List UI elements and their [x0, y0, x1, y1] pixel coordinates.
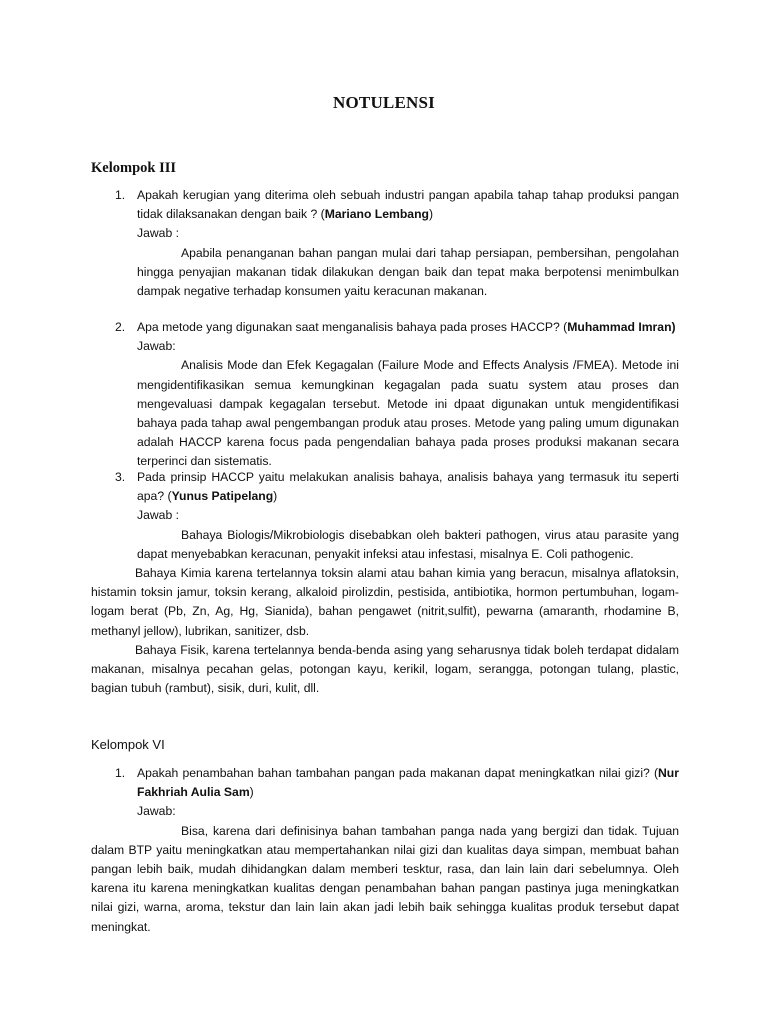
asker-name: Mariano Lembang [324, 207, 429, 222]
question-text [137, 186, 679, 224]
question-item [91, 318, 679, 472]
question-close: ) [249, 785, 254, 800]
asker-name: Nur Fakhriah Aulia Sam [137, 766, 679, 800]
question-sentence: Apakah penambahan bahan tambahan pangan pada makanan dapat meningkatkan nilai gizi? ( [137, 766, 658, 780]
question-close: ) [671, 320, 676, 334]
document-title: NOTULENSI [333, 93, 435, 112]
answer-paragraph: Bahaya Kimia karena tertelannya toksin alami atau bahan kimia yang beracun, misalnya aflatoksin, histamin toksin jamur, toksin kerang, alkaloid pirolizdin, pestisida, antibiotika, hormon pertumbuhan, logam-logam berat (Pb, Zn, Ag, Hg, Sianida), bahan pengawet (nitrit,sulfit), pewarna (amaranth, rhodamine B, methanyl jellow), lubrikan, sanitizer, dsb. [91, 566, 679, 638]
question-sentence: Apa metode yang digunakan saat menganalisis bahaya pada proses HACCP? ( [137, 320, 568, 334]
question-sentence: Apakah kerugian yang diterima oleh sebuah industri pangan apabila tahap tahap produksi pangan tidak dilaksanakan dengan baik ? ( [137, 188, 679, 222]
question-item [91, 764, 679, 937]
answer-label: Jawab : [137, 226, 180, 241]
group-heading-kelompok-iii: Kelompok III [91, 160, 177, 176]
question-text [137, 468, 679, 506]
question-body [137, 186, 679, 301]
question-close: ) [273, 489, 278, 504]
question-item [91, 468, 679, 698]
question-sentence: Pada prinsip HACCP yaitu melakukan analisis bahaya, analisis bahaya yang termasuk itu seperti apa? ( [137, 470, 679, 504]
answer-paragraph: Bahaya Biologis/Mikrobiologis disebabkan oleh bakteri pathogen, virus atau parasite yang dapat menyebabkan keracunan, penyakit infeksi atau infestasi, misalnya E. Coli pathogenic. [137, 527, 679, 561]
question-number: 2. [115, 320, 126, 334]
answer-label: Jawab : [137, 508, 180, 523]
answer-paragraph: Apabila penanganan bahan pangan mulai dari tahap persiapan, pembersihan, pengolahan hingga penyajian makanan tidak dilakukan dengan baik dan tepat maka berpotensi menimbulkan dampak negative terhadap konsumen yaitu keracunan makanan. [137, 245, 679, 299]
question-body [91, 764, 679, 937]
group-heading-kelompok-vi: Kelompok VI [91, 737, 165, 752]
answer-paragraph: Bisa, karena dari definisinya bahan tambahan panga nada yang bergizi dan tidak. Tujuan dalam BTP yaitu meningkatkan atau mempertahankan nilai gizi dan kualitas daya simpan, membuat bahan pangan lebih baik, mudah dihidangkan dalam memberi tesktur, rasa, dan lain lain dari sebelumnya. Oleh karena itu karena meningkatkan kualitas dengan penambahan bahan pangan pastinya juga meningkatkan nilai gizi, warna, aroma, tekstur dan lain lain akan jadi lebih baik sehingga kualitas produk tersebut dapat meningkat. [91, 823, 679, 934]
asker-name: Muhammad Imran [567, 320, 672, 334]
question-body [91, 468, 679, 698]
answer-label: Jawab: [137, 804, 176, 819]
question-number: 1. [115, 188, 126, 202]
question-close: ) [428, 207, 434, 222]
asker-name: Yunus Patipelang [171, 489, 274, 504]
question-body [137, 318, 679, 472]
answer-label: Jawab: [137, 339, 176, 354]
question-text [137, 764, 679, 802]
question-number: 3. [115, 470, 126, 484]
question-number: 1. [115, 766, 126, 780]
question-text [137, 318, 679, 337]
answer-paragraph: Analisis Mode dan Efek Kegagalan (Failure Mode and Effects Analysis /FMEA). Metode ini mengidentifikasikan semua kemungkinan kegagalan pada suatu system atau proses dan mengevaluasi dampak kegagalan tersebut. Metode ini dpaat digunakan untuk mengidentifikasi bahaya pada tahap awal pengembangan produk atau proses. Metode yang paling umum digunakan adalah HACCP karena focus pada pengendalian bahaya pada proses produksi makanan secara terperinci dan sistematis. [137, 358, 679, 469]
question-item [91, 186, 679, 301]
answer-paragraph: Bahaya Fisik, karena tertelannya benda-benda asing yang seharusnya tidak boleh terdapat didalam makanan, misalnya pecahan gelas, potongan kayu, kerikil, logam, serangga, potongan tulang, plastic, bagian tubuh (rambut), sisik, duri, kulit, dll. [91, 642, 679, 696]
